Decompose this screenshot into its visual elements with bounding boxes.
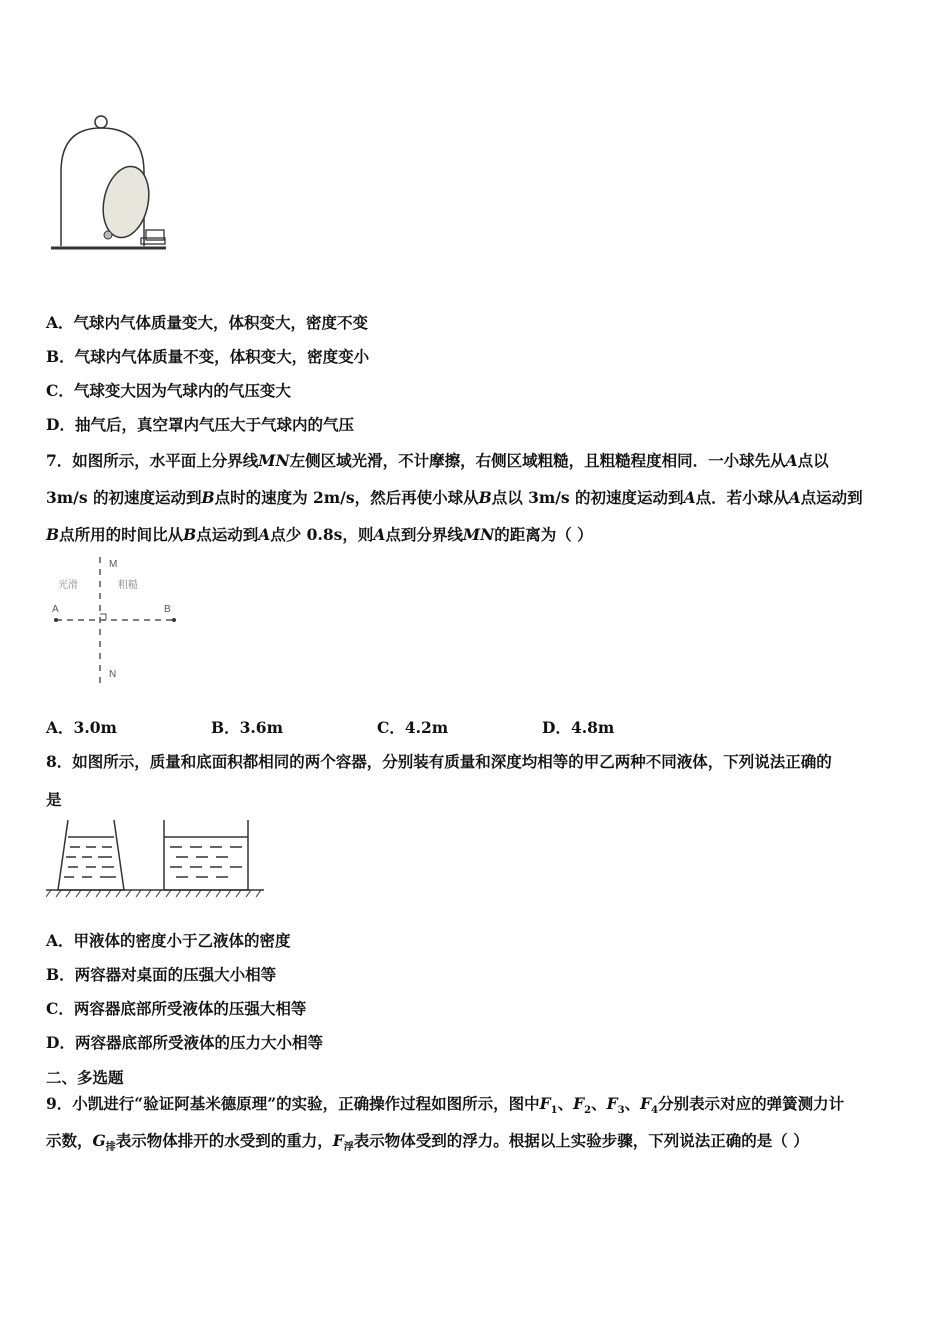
bell-jar-ring <box>95 116 107 128</box>
balloon-knot <box>104 231 112 239</box>
q8-option-a[interactable]: A．甲液体的密度小于乙液体的密度 <box>46 931 291 950</box>
q8-option-d[interactable]: D．两容器底部所受液体的压力大小相等 <box>46 1033 323 1052</box>
q7-stem-line3: B点所用的时间比从B点运动到A点少 0.8s，则A点到分界线MN的距离为（ ） <box>46 525 593 544</box>
label-m: M <box>109 559 118 570</box>
bell-jar-figure <box>46 112 176 257</box>
q6-option-c[interactable]: C．气球变大因为气球内的气压变大 <box>46 381 291 400</box>
q6-option-a[interactable]: A．气球内气体质量变大，体积变大，密度不变 <box>46 313 369 332</box>
q8-option-b[interactable]: B．两容器对桌面的压强大小相等 <box>46 965 277 984</box>
container-yi <box>164 820 248 890</box>
boundary-figure <box>46 552 186 687</box>
q7-option-b[interactable]: B．3.6m <box>211 718 283 737</box>
label-rough: 粗糙 <box>118 580 138 591</box>
liquid-jia <box>64 837 116 877</box>
liquid-yi <box>164 837 248 877</box>
q7-option-a[interactable]: A．3.0m <box>46 718 117 737</box>
point-a <box>54 618 58 622</box>
label-smooth: 光滑 <box>58 580 78 591</box>
q7-stem-line2: 3m/s 的初速度运动到B点时的速度为 2m/s，然后再使小球从B点以 3m/s 的初速度运动到A点．若小球从A点运动到 <box>46 488 863 507</box>
q6-option-b[interactable]: B．气球内气体质量不变，体积变大，密度变小 <box>46 347 370 366</box>
table-hatching <box>46 890 261 897</box>
q8-stem-line2: 是 <box>46 790 62 809</box>
right-angle-mark <box>100 614 106 620</box>
section-multiple-choice-title: 二、多选题 <box>46 1068 124 1087</box>
q9-stem-line2: 示数，$G_排$表示物体排开的水受到的重力，$F_浮$表示物体受到的浮力。根据以上实验步骤，下列说法正确的是（ ） <box>46 1131 809 1154</box>
label-a: A <box>52 604 59 615</box>
q7-stem-line1: 7．如图所示，水平面上分界线MN左侧区域光滑，不计摩擦，右侧区域粗糙，且粗糙程度相同．一小球先从A点以 <box>46 451 829 470</box>
q8-stem-line1: 8．如图所示，质量和底面积都相同的两个容器，分别装有质量和深度均相等的甲乙两种不同液体，下列说法正确的 <box>46 752 832 771</box>
container-jia <box>58 820 124 890</box>
q8-option-c[interactable]: C．两容器底部所受液体的压强大相等 <box>46 999 307 1018</box>
q7-option-d[interactable]: D．4.8m <box>542 718 615 737</box>
q7-option-c[interactable]: C．4.2m <box>377 718 449 737</box>
q6-option-d[interactable]: D．抽气后，真空罩内气压大于气球内的气压 <box>46 415 354 434</box>
label-n: N <box>109 669 117 680</box>
q9-stem-line1: 9．小凯进行“验证阿基米德原理”的实验，正确操作过程如图所示，图中$F_1$、$F_2$、$F_3$、$F_4$分别表示对应的弹簧测力计 <box>46 1094 845 1117</box>
point-b <box>172 618 176 622</box>
label-b: B <box>164 604 171 615</box>
containers-figure <box>46 815 266 900</box>
